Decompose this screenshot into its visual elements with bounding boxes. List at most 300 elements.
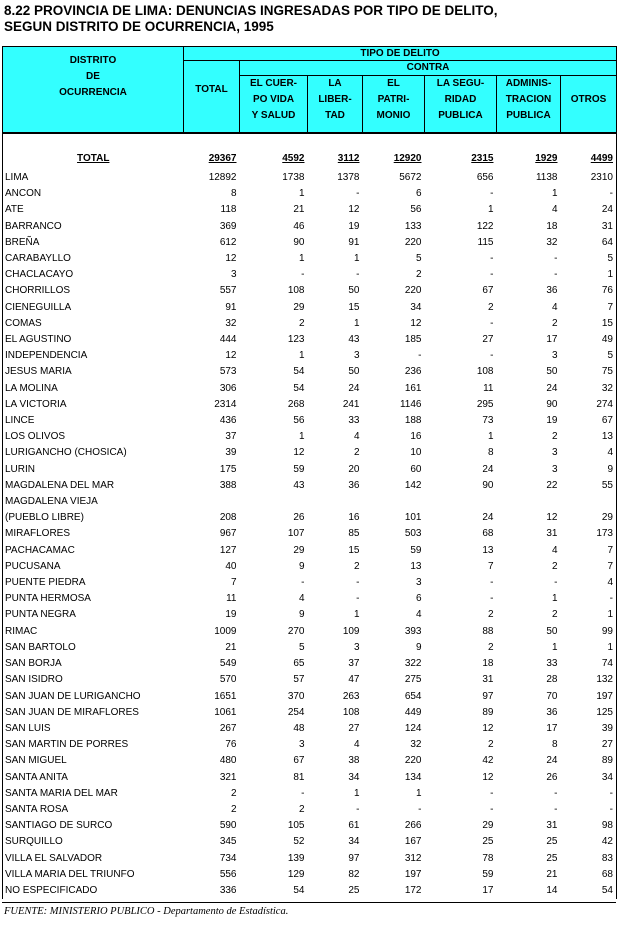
value-cell: 2 bbox=[551, 609, 558, 621]
value-cell: 50 bbox=[546, 625, 558, 637]
table-bottom-rule bbox=[2, 902, 616, 903]
district-name-cell: SAN JUAN DE MIRAFLORES bbox=[5, 706, 139, 718]
value-cell: 436 bbox=[219, 415, 237, 427]
value-cell: 29 bbox=[293, 544, 305, 556]
district-name-cell: LURIGANCHO (CHOSICA) bbox=[5, 447, 127, 459]
value-cell: 19 bbox=[225, 609, 237, 621]
value-cell: 34 bbox=[348, 836, 360, 848]
district-name-cell: LURIN bbox=[5, 463, 36, 475]
value-cell: 306 bbox=[219, 382, 237, 394]
district-name-cell: CARABAYLLO bbox=[5, 253, 71, 265]
value-cell: 18 bbox=[482, 658, 494, 670]
district-name-cell: ATE bbox=[5, 204, 24, 216]
value-cell bbox=[184, 494, 240, 510]
col-header-administracion-publica: ADMINIS- TRACION PUBLICA bbox=[497, 76, 561, 134]
value-cell: - bbox=[609, 787, 613, 799]
value-cell: 503 bbox=[404, 528, 422, 540]
value-cell: 1 bbox=[298, 350, 305, 362]
value-cell: 65 bbox=[293, 658, 305, 670]
district-name-cell: BARRANCO bbox=[5, 220, 62, 232]
value-cell: 32 bbox=[410, 739, 422, 751]
value-cell: 34 bbox=[348, 771, 360, 783]
value-cell: 5 bbox=[607, 350, 613, 362]
value-cell: 3 bbox=[551, 447, 558, 459]
value-cell: 48 bbox=[293, 722, 305, 734]
value-cell: - bbox=[490, 317, 494, 329]
table-row bbox=[3, 705, 617, 721]
value-cell: 34 bbox=[601, 771, 613, 783]
value-cell: 33 bbox=[546, 658, 558, 670]
value-cell: 90 bbox=[482, 479, 494, 491]
total-cell: 1929 bbox=[535, 153, 558, 164]
total-label: TOTAL bbox=[77, 153, 110, 164]
district-name-cell: RIMAC bbox=[5, 625, 38, 637]
value-cell: - bbox=[490, 269, 494, 281]
district-name-cell: VILLA MARIA DEL TRIUNFO bbox=[5, 868, 135, 880]
value-cell: 1 bbox=[607, 609, 613, 621]
value-cell: 2 bbox=[298, 803, 305, 815]
crime-reports-table bbox=[2, 46, 617, 899]
title-line-1: 8.22 PROVINCIA DE LIMA: DENUNCIAS INGRESADAS POR TIPO DE DELITO, bbox=[4, 3, 498, 18]
table-row bbox=[3, 462, 617, 478]
value-cell: 125 bbox=[596, 706, 613, 718]
table-row bbox=[3, 219, 617, 235]
value-cell: 185 bbox=[404, 334, 422, 346]
value-cell: 9 bbox=[298, 609, 305, 621]
value-cell: 127 bbox=[219, 544, 237, 556]
value-cell: 167 bbox=[404, 836, 422, 848]
table-row bbox=[3, 607, 617, 623]
value-cell: 47 bbox=[348, 674, 360, 686]
value-cell: 115 bbox=[477, 236, 494, 248]
value-cell: 3 bbox=[415, 577, 422, 589]
value-cell: 1 bbox=[487, 431, 494, 443]
value-cell: 4 bbox=[353, 739, 360, 751]
value-cell: 64 bbox=[601, 236, 613, 248]
value-cell: 7 bbox=[230, 577, 237, 589]
value-cell: 24 bbox=[482, 463, 494, 475]
value-cell: 6 bbox=[415, 188, 422, 200]
table-row bbox=[3, 818, 617, 834]
value-cell: 101 bbox=[404, 512, 422, 524]
table-row bbox=[3, 834, 617, 850]
value-cell: 9 bbox=[607, 463, 613, 475]
value-cell: 74 bbox=[601, 658, 613, 670]
value-cell: 7 bbox=[487, 560, 494, 572]
value-cell: 3 bbox=[551, 350, 558, 362]
value-cell: 142 bbox=[404, 479, 422, 491]
table-row bbox=[3, 186, 617, 202]
value-cell: 122 bbox=[476, 220, 494, 232]
total-cell: 2315 bbox=[471, 153, 494, 164]
value-cell: 67 bbox=[482, 285, 494, 297]
value-cell: 590 bbox=[219, 820, 237, 832]
value-cell: 449 bbox=[404, 706, 422, 718]
value-cell: 656 bbox=[476, 172, 494, 183]
value-cell: 14 bbox=[546, 884, 558, 896]
value-cell: 49 bbox=[601, 334, 613, 346]
value-cell: 549 bbox=[219, 658, 237, 670]
value-cell: 1009 bbox=[214, 625, 237, 637]
table-row bbox=[3, 851, 617, 867]
value-cell: 25 bbox=[546, 852, 558, 864]
table-row bbox=[3, 332, 617, 348]
value-cell: - bbox=[301, 577, 305, 589]
value-cell bbox=[497, 494, 561, 510]
table-row bbox=[3, 445, 617, 461]
value-cell: - bbox=[356, 593, 360, 605]
value-cell: 27 bbox=[601, 739, 613, 751]
value-cell: 3 bbox=[230, 269, 237, 281]
value-cell: 241 bbox=[342, 398, 360, 410]
value-cell: 32 bbox=[225, 317, 237, 329]
value-cell: 32 bbox=[601, 382, 613, 394]
value-cell: 34 bbox=[410, 301, 422, 313]
table-row bbox=[3, 494, 617, 510]
value-cell: 15 bbox=[601, 317, 613, 329]
value-cell: 50 bbox=[348, 366, 360, 378]
value-cell: 54 bbox=[293, 884, 305, 896]
value-cell: 13 bbox=[482, 544, 494, 556]
table-row bbox=[3, 689, 617, 705]
value-cell: 3 bbox=[353, 641, 360, 653]
table-row bbox=[3, 624, 617, 640]
value-cell: 1378 bbox=[337, 172, 360, 183]
value-cell: 24 bbox=[482, 512, 494, 524]
value-cell: 268 bbox=[287, 398, 305, 410]
value-cell: 1 bbox=[353, 787, 360, 799]
value-cell: 24 bbox=[601, 204, 613, 216]
value-cell: 59 bbox=[293, 463, 305, 475]
value-cell: 22 bbox=[546, 479, 558, 491]
value-cell: - bbox=[490, 253, 494, 265]
value-cell: 1 bbox=[487, 204, 494, 216]
value-cell: 27 bbox=[482, 334, 494, 346]
value-cell: 266 bbox=[404, 820, 422, 832]
table-row bbox=[3, 235, 617, 251]
value-cell: 388 bbox=[219, 479, 237, 491]
value-cell bbox=[308, 494, 363, 510]
value-cell: 12 bbox=[225, 253, 237, 265]
value-cell: 197 bbox=[404, 868, 422, 880]
value-cell: 97 bbox=[482, 690, 494, 702]
value-cell: 1 bbox=[353, 317, 360, 329]
value-cell: 1 bbox=[551, 641, 558, 653]
value-cell: 1146 bbox=[399, 398, 422, 410]
value-cell: 90 bbox=[546, 398, 558, 410]
value-cell: 2 bbox=[487, 739, 494, 751]
value-cell: 1138 bbox=[535, 172, 558, 183]
table-row bbox=[3, 267, 617, 283]
value-cell: 1 bbox=[298, 188, 305, 200]
value-cell: 2 bbox=[551, 317, 558, 329]
value-cell: 27 bbox=[348, 722, 360, 734]
value-cell: 4 bbox=[298, 593, 305, 605]
value-cell: 26 bbox=[546, 771, 558, 783]
value-cell: 6 bbox=[415, 593, 422, 605]
value-cell: 12 bbox=[410, 317, 422, 329]
table-row bbox=[3, 283, 617, 299]
value-cell: 2 bbox=[298, 317, 305, 329]
value-cell: 108 bbox=[342, 706, 360, 718]
value-cell: 175 bbox=[219, 463, 237, 475]
value-cell: 56 bbox=[410, 204, 422, 216]
value-cell: 88 bbox=[482, 625, 494, 637]
value-cell: 57 bbox=[293, 674, 305, 686]
value-cell: 60 bbox=[410, 463, 422, 475]
value-cell: 31 bbox=[482, 674, 494, 686]
value-cell: 108 bbox=[287, 285, 305, 297]
value-cell: 480 bbox=[219, 755, 237, 767]
total-header-label: TOTAL bbox=[195, 84, 228, 95]
value-cell: 12892 bbox=[208, 172, 237, 183]
value-cell: 1 bbox=[551, 593, 558, 605]
district-name-cell: CIENEGUILLA bbox=[5, 301, 72, 313]
value-cell: 4 bbox=[551, 204, 558, 216]
value-cell: 68 bbox=[601, 868, 613, 880]
value-cell: - bbox=[609, 593, 613, 605]
table-row bbox=[3, 510, 617, 526]
spacer-row bbox=[3, 133, 617, 148]
value-cell: - bbox=[609, 188, 613, 200]
value-cell: 1 bbox=[551, 188, 558, 200]
value-cell: 12 bbox=[482, 771, 494, 783]
value-cell: - bbox=[356, 803, 360, 815]
value-cell: 19 bbox=[546, 415, 558, 427]
value-cell bbox=[561, 494, 617, 510]
total-row bbox=[3, 148, 617, 170]
district-name-cell: LA VICTORIA bbox=[5, 398, 67, 410]
value-cell: 29 bbox=[601, 512, 613, 524]
value-cell: 19 bbox=[348, 220, 360, 232]
value-cell: 8 bbox=[230, 188, 237, 200]
value-cell: 3 bbox=[298, 739, 305, 751]
district-name-cell: SAN BORJA bbox=[5, 658, 62, 670]
value-cell: 59 bbox=[410, 544, 422, 556]
table-row bbox=[3, 202, 617, 218]
value-cell: 90 bbox=[293, 236, 305, 248]
value-cell: 4 bbox=[353, 431, 360, 443]
value-cell: 54 bbox=[293, 382, 305, 394]
district-name-cell: MAGDALENA DEL MAR bbox=[5, 479, 115, 491]
title-line-2: SEGUN DISTRITO DE OCURRENCIA, 1995 bbox=[4, 19, 274, 34]
value-cell: - bbox=[356, 188, 360, 200]
district-name-cell: PACHACAMAC bbox=[5, 544, 75, 556]
value-cell: 17 bbox=[546, 722, 558, 734]
value-cell: 68 bbox=[482, 528, 494, 540]
value-cell: 295 bbox=[476, 398, 494, 410]
table-row bbox=[3, 348, 617, 364]
value-cell: 24 bbox=[546, 755, 558, 767]
table-body bbox=[3, 133, 617, 899]
value-cell: 21 bbox=[293, 204, 305, 216]
value-cell: - bbox=[356, 577, 360, 589]
district-name-cell: SAN BARTOLO bbox=[5, 641, 76, 653]
value-cell: 254 bbox=[287, 706, 305, 718]
table-row bbox=[3, 575, 617, 591]
value-cell: 7 bbox=[607, 560, 613, 572]
value-cell: 573 bbox=[219, 366, 237, 378]
value-cell: - bbox=[609, 803, 613, 815]
value-cell: 8 bbox=[551, 739, 558, 751]
value-cell: - bbox=[554, 269, 558, 281]
value-cell: 1 bbox=[353, 609, 360, 621]
value-cell: 3 bbox=[551, 463, 558, 475]
table-row bbox=[3, 526, 617, 542]
value-cell: 132 bbox=[596, 674, 613, 686]
value-cell: 108 bbox=[476, 366, 494, 378]
district-name-cell: SANTA ANITA bbox=[5, 771, 68, 783]
district-name-cell: NO ESPECIFICADO bbox=[5, 884, 98, 896]
value-cell: 220 bbox=[404, 755, 422, 767]
table-row bbox=[3, 364, 617, 380]
district-name-cell: ANCON bbox=[5, 188, 42, 200]
total-header bbox=[184, 61, 240, 134]
table-row bbox=[3, 753, 617, 769]
value-cell: - bbox=[490, 188, 494, 200]
district-name-cell: LIMA bbox=[5, 172, 29, 183]
value-cell: 43 bbox=[348, 334, 360, 346]
table-row bbox=[3, 300, 617, 316]
value-cell: 37 bbox=[225, 431, 237, 443]
value-cell: 73 bbox=[482, 415, 494, 427]
value-cell: 36 bbox=[546, 706, 558, 718]
value-cell: 345 bbox=[219, 836, 237, 848]
value-cell: 7 bbox=[607, 301, 613, 313]
table-row bbox=[3, 883, 617, 899]
value-cell: - bbox=[554, 803, 558, 815]
value-cell: 8 bbox=[487, 447, 494, 459]
col-header-vida-salud: EL CUER- PO VIDA Y SALUD bbox=[240, 76, 308, 134]
district-name-cell: SAN MIGUEL bbox=[5, 755, 67, 767]
district-name-cell: JESUS MARIA bbox=[5, 366, 72, 378]
table-header bbox=[3, 47, 617, 134]
value-cell: 67 bbox=[293, 755, 305, 767]
value-cell: 321 bbox=[219, 771, 237, 783]
district-name-cell: SAN LUIS bbox=[5, 722, 51, 734]
value-cell: 133 bbox=[404, 220, 422, 232]
value-cell: 39 bbox=[601, 722, 613, 734]
value-cell: 16 bbox=[348, 512, 360, 524]
value-cell: 2 bbox=[353, 447, 360, 459]
table-row bbox=[3, 413, 617, 429]
value-cell: 85 bbox=[348, 528, 360, 540]
value-cell: 32 bbox=[546, 236, 558, 248]
value-cell: 2 bbox=[551, 560, 558, 572]
value-cell: 370 bbox=[287, 690, 305, 702]
value-cell: 56 bbox=[293, 415, 305, 427]
value-cell: 161 bbox=[404, 382, 422, 394]
value-cell: 612 bbox=[219, 236, 237, 248]
value-cell: 274 bbox=[596, 398, 613, 410]
col-header-libertad: LA LIBER- TAD bbox=[308, 76, 363, 134]
table-row bbox=[3, 867, 617, 883]
value-cell: 5 bbox=[298, 641, 305, 653]
value-cell: 81 bbox=[293, 771, 305, 783]
value-cell: 13 bbox=[410, 560, 422, 572]
value-cell: 17 bbox=[546, 334, 558, 346]
value-cell: 78 bbox=[482, 852, 494, 864]
value-cell: 3 bbox=[353, 350, 360, 362]
value-cell: 29 bbox=[482, 820, 494, 832]
value-cell: 1 bbox=[298, 253, 305, 265]
col-header-otros: OTROS bbox=[561, 76, 617, 134]
value-cell: 15 bbox=[348, 301, 360, 313]
table-row bbox=[3, 786, 617, 802]
contra-header: CONTRA bbox=[240, 61, 617, 76]
district-name-cell: COMAS bbox=[5, 317, 42, 329]
value-cell: 25 bbox=[348, 884, 360, 896]
tipo-de-delito-header: TIPO DE DELITO bbox=[184, 47, 617, 61]
district-name-cell: LOS OLIVOS bbox=[5, 431, 66, 443]
table-row bbox=[3, 170, 617, 186]
value-cell: 734 bbox=[219, 852, 237, 864]
value-cell: 99 bbox=[601, 625, 613, 637]
value-cell: 11 bbox=[226, 593, 237, 605]
total-cell: 12920 bbox=[393, 153, 422, 164]
table-row bbox=[3, 656, 617, 672]
total-cell: 4592 bbox=[282, 153, 305, 164]
value-cell: 70 bbox=[546, 690, 558, 702]
value-cell: 5672 bbox=[399, 172, 422, 183]
value-cell: 98 bbox=[601, 820, 613, 832]
value-cell: 369 bbox=[219, 220, 237, 232]
distrito-header-line-3: OCURRENCIA bbox=[59, 87, 127, 98]
value-cell: 5 bbox=[415, 253, 422, 265]
value-cell: 4 bbox=[415, 609, 422, 621]
total-cell: 29367 bbox=[208, 153, 237, 164]
value-cell: 275 bbox=[404, 674, 422, 686]
value-cell: 43 bbox=[293, 479, 305, 491]
district-name-cell: (PUEBLO LIBRE) bbox=[5, 512, 84, 524]
value-cell: 55 bbox=[601, 479, 613, 491]
col-header-seguridad-publica: LA SEGU- RIDAD PUBLICA bbox=[425, 76, 497, 134]
value-cell: - bbox=[490, 803, 494, 815]
value-cell: 557 bbox=[219, 285, 237, 297]
table-row bbox=[3, 802, 617, 818]
value-cell: 25 bbox=[482, 836, 494, 848]
value-cell: 1651 bbox=[214, 690, 237, 702]
value-cell: 1 bbox=[607, 269, 613, 281]
table-row bbox=[3, 770, 617, 786]
total-cell: 4499 bbox=[590, 153, 613, 164]
value-cell: - bbox=[490, 350, 494, 362]
value-cell: 2 bbox=[551, 431, 558, 443]
district-name-cell: MAGDALENA VIEJA bbox=[5, 496, 98, 508]
value-cell: 75 bbox=[601, 366, 613, 378]
district-name-cell: VILLA EL SALVADOR bbox=[5, 852, 103, 864]
value-cell: 38 bbox=[348, 755, 360, 767]
district-name-cell: CHORRILLOS bbox=[5, 285, 71, 297]
value-cell: 89 bbox=[482, 706, 494, 718]
district-name-cell: PUNTA NEGRA bbox=[5, 609, 76, 621]
district-name-cell: PUNTA HERMOSA bbox=[5, 593, 91, 605]
district-name-cell: INDEPENDENCIA bbox=[5, 350, 88, 362]
district-name-cell: SANTIAGO DE SURCO bbox=[5, 820, 113, 832]
value-cell: 197 bbox=[596, 690, 613, 702]
district-name-cell: SAN MARTIN DE PORRES bbox=[5, 739, 129, 751]
value-cell: 236 bbox=[404, 366, 422, 378]
value-cell: 28 bbox=[546, 674, 558, 686]
value-cell: - bbox=[554, 787, 558, 799]
value-cell: 91 bbox=[225, 301, 237, 313]
value-cell: 4 bbox=[551, 544, 558, 556]
value-cell: 220 bbox=[404, 236, 422, 248]
value-cell: 312 bbox=[404, 852, 422, 864]
value-cell: 26 bbox=[293, 512, 305, 524]
value-cell: 50 bbox=[546, 366, 558, 378]
value-cell: 31 bbox=[546, 820, 558, 832]
